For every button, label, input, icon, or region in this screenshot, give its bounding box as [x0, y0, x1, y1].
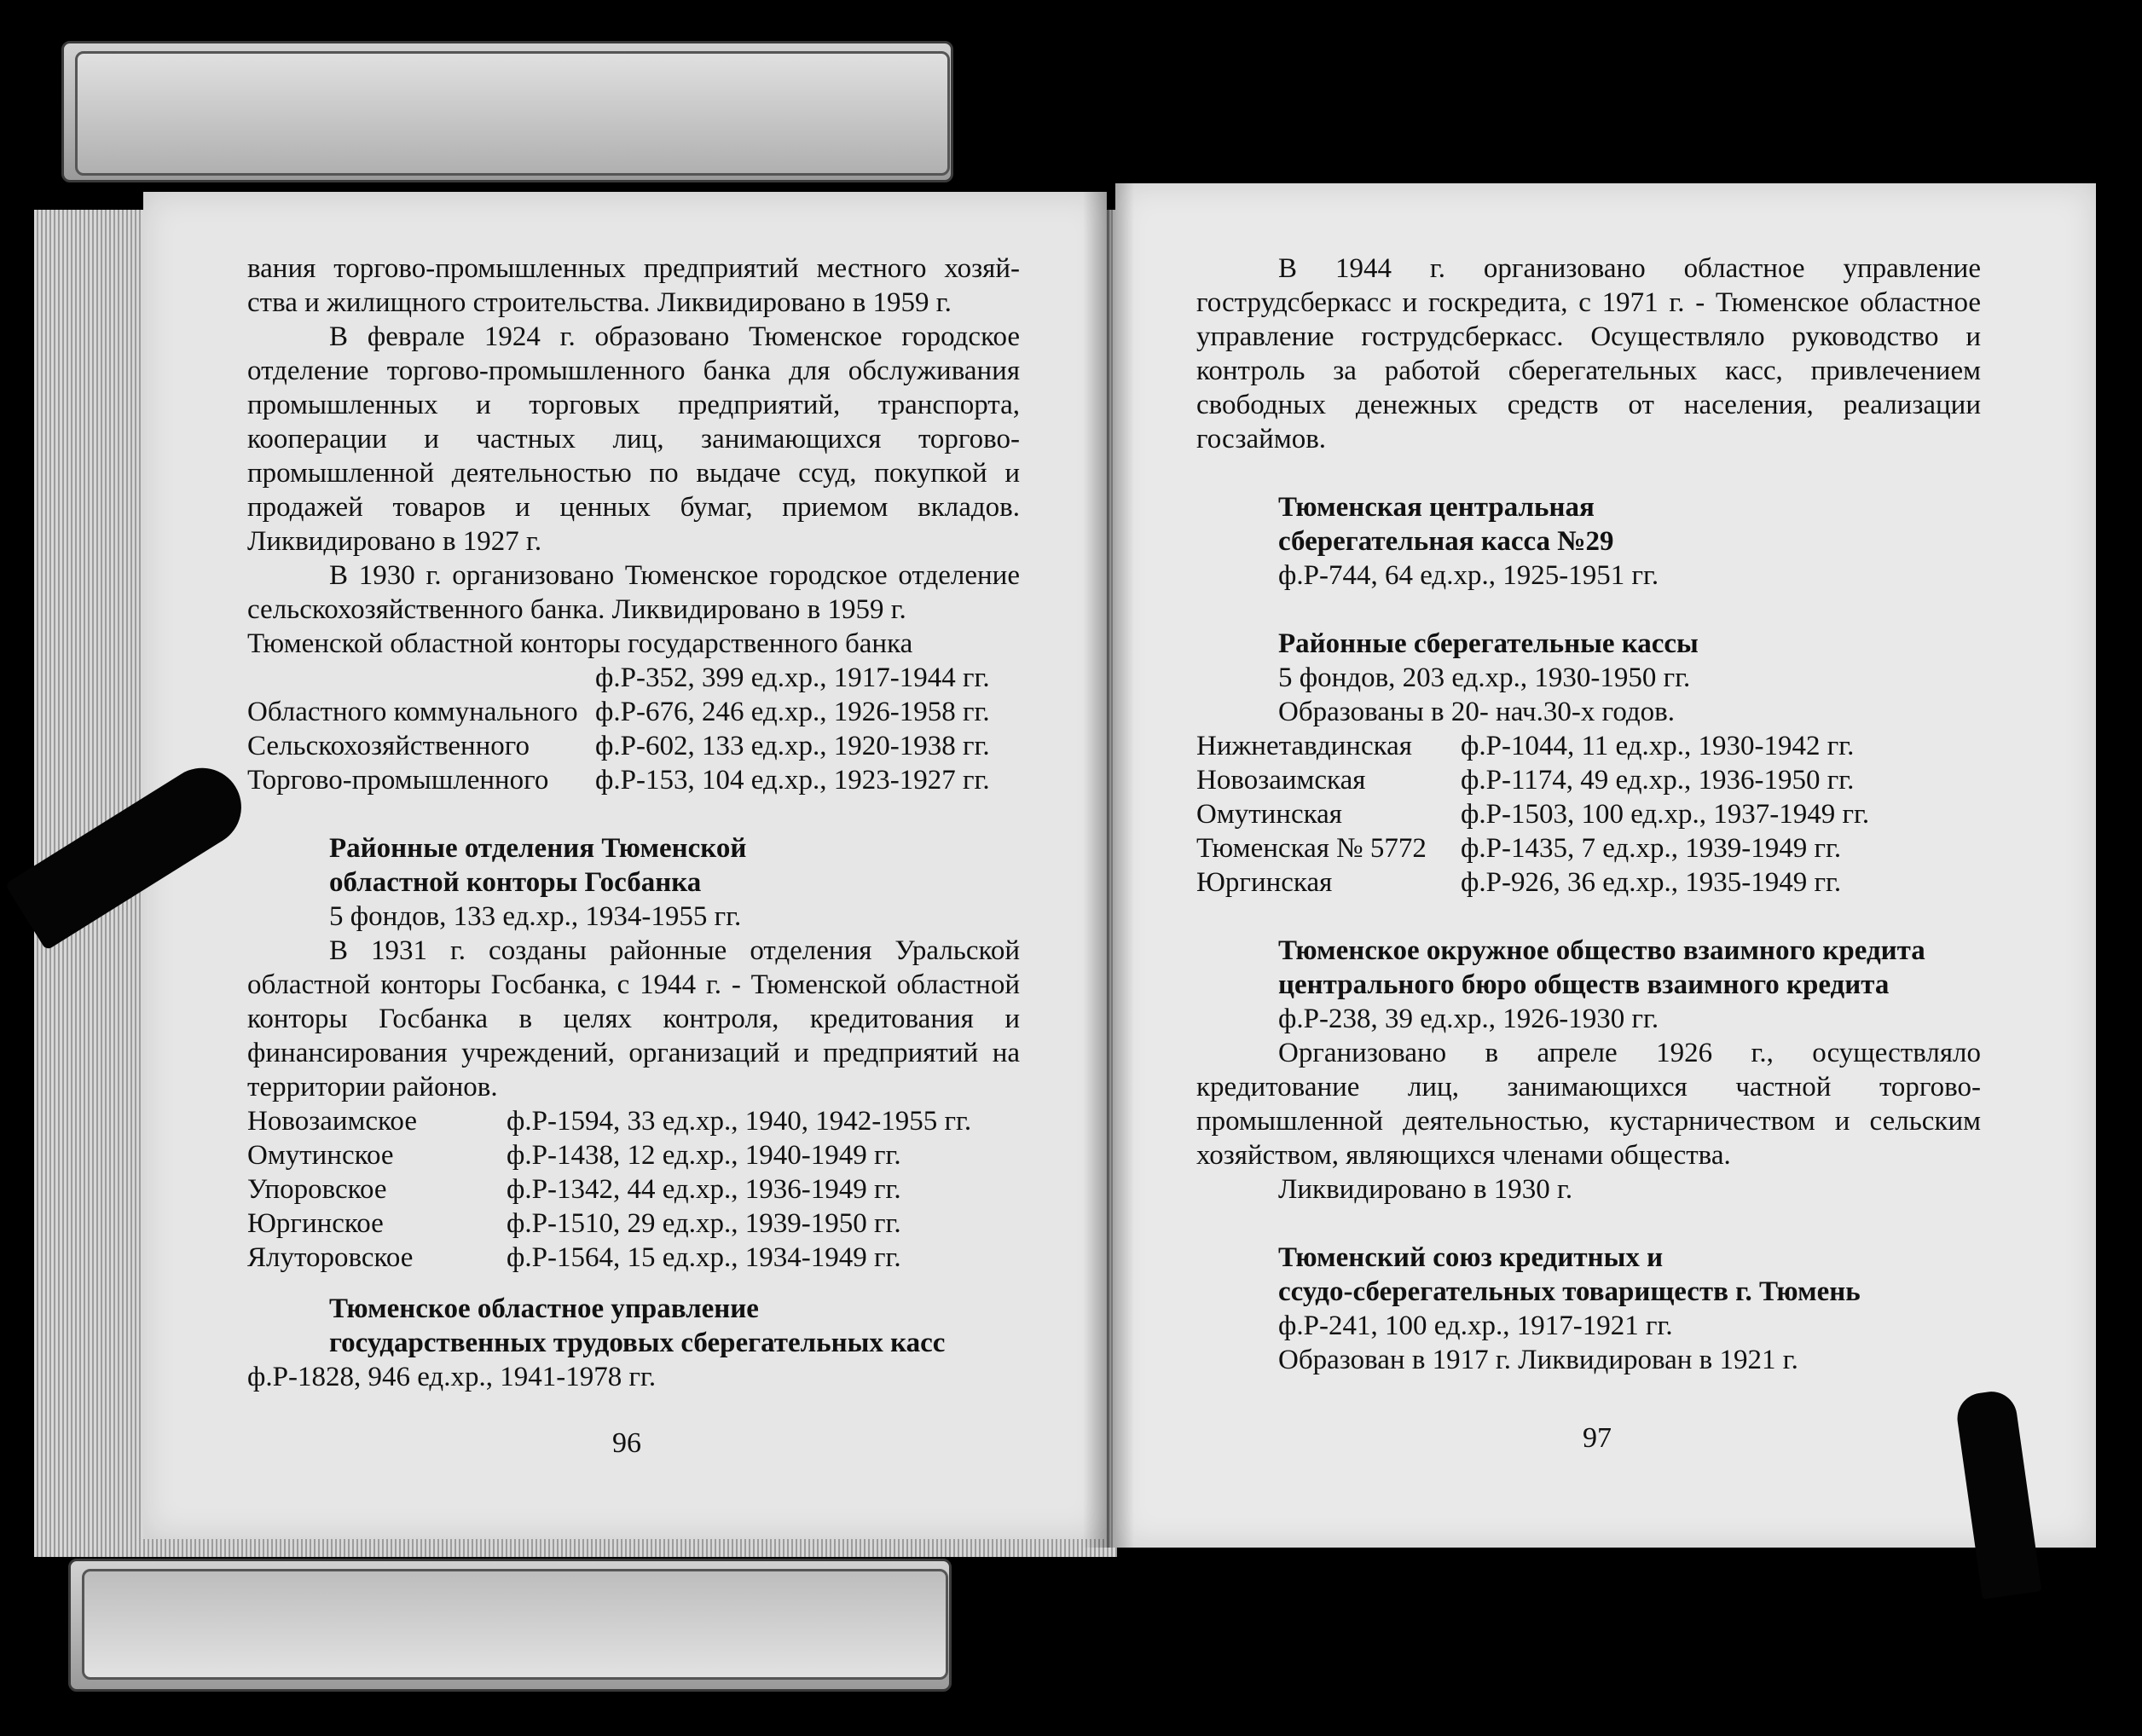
bank-offices-table — [247, 661, 1020, 797]
bank-name: Областного коммунального — [247, 697, 578, 727]
kassa-fund: ф.Р-926, 36 ед.хр., 1935-1949 гг. — [1461, 867, 1842, 898]
table-row — [247, 1241, 1020, 1275]
section-meta: ф.Р-1828, 946 ед.хр., 1941-1978 гг. — [247, 1362, 657, 1392]
right-para1: В 1944 г. организовано областное управление гострудсберкасс и госкредита, с 1971 г. - Тюменское областное управление гострудсберкасс. Осуществляло руководство и контроль за работой сберегательных касс, привлечением свободных денежных средств от населения, реализации госзаймов. — [1196, 253, 1981, 454]
table-row — [1196, 797, 1981, 831]
branch-name: Омутинское — [247, 1140, 394, 1171]
left-page-text — [247, 252, 1020, 1394]
left-para1-line1: вания торгово-промышленных предприятий местного хозяй- — [247, 253, 1020, 284]
table-row — [247, 1104, 1020, 1138]
table-row — [247, 1172, 1020, 1207]
branch-fund: ф.Р-1342, 44 ед.хр., 1936-1949 гг. — [507, 1174, 901, 1205]
section-title: Районные отделения Тюменской — [329, 833, 747, 864]
table-row — [247, 695, 1020, 729]
table-row — [1196, 763, 1981, 797]
section-gosbank-branches — [247, 831, 1020, 934]
section-title: государственных трудовых сберегательных касс — [329, 1328, 946, 1358]
table-row — [247, 763, 1020, 797]
section-title: ссудо-сберегательных товариществ г. Тюмень — [1278, 1276, 1861, 1307]
section-note: Образованы в 20- нач.30-х годов. — [1278, 697, 1676, 727]
section-meta: ф.Р-241, 100 ед.хр., 1917-1921 гг. — [1278, 1311, 1673, 1341]
office-line: Тюменской областной конторы государственного банка — [247, 628, 913, 659]
branch-fund: ф.Р-1594, 33 ед.хр., 1940, 1942-1955 гг. — [507, 1106, 972, 1137]
table-row — [247, 661, 1020, 695]
branch-name: Ялуторовское — [247, 1242, 414, 1273]
table-row — [1196, 729, 1981, 763]
table-row — [247, 1207, 1020, 1241]
branch-fund: ф.Р-1510, 29 ед.хр., 1939-1950 гг. — [507, 1208, 901, 1239]
kassa-name: Юргинская — [1196, 867, 1333, 898]
section-meta: 5 фондов, 203 ед.хр., 1930-1950 гг. — [1278, 663, 1691, 693]
branch-name: Юргинское — [247, 1208, 384, 1239]
table-row — [247, 1138, 1020, 1172]
section-mutual-credit-society — [1196, 934, 1981, 1036]
right-page-text — [1196, 252, 1981, 1377]
section-note: Ликвидировано в 1930 г. — [1278, 1174, 1573, 1205]
table-row — [247, 729, 1020, 763]
section-paragraph: В 1931 г. созданы районные отделения Уральской областной конторы Госбанка, с 1944 г. - Тюменской областной конторы Госбанка в целях контроля, кредитования и финансирования учреждений, организаций и предприятий на территории районов. — [247, 935, 1020, 1102]
book-gutter — [1083, 183, 1134, 1548]
kassa-fund: ф.Р-1503, 100 ед.хр., 1937-1949 гг. — [1461, 799, 1870, 830]
kassa-name: Новозаимская — [1196, 765, 1366, 796]
section-central-savings-bank — [1196, 490, 1981, 729]
kassa-name: Тюменская № 5772 — [1196, 833, 1427, 864]
branch-fund: ф.Р-1564, 15 ед.хр., 1934-1949 гг. — [507, 1242, 901, 1273]
book-cover-top-inner — [75, 51, 950, 176]
kassa-name: Нижнетавдинская — [1196, 731, 1412, 761]
kassa-name: Омутинская — [1196, 799, 1342, 830]
section-meta: 5 фондов, 133 ед.хр., 1934-1955 гг. — [329, 901, 742, 932]
section-savings-administration — [247, 1292, 1020, 1360]
section-title: центрального бюро обществ взаимного кредита — [1278, 969, 1890, 1000]
section-title: Тюменская центральная — [1278, 492, 1595, 523]
kassa-fund: ф.Р-1435, 7 ед.хр., 1939-1949 гг. — [1461, 833, 1842, 864]
kassa-fund: ф.Р-1044, 11 ед.хр., 1930-1942 гг. — [1461, 731, 1855, 761]
office-fund: ф.Р-352, 399 ед.хр., 1917-1944 гг. — [595, 663, 990, 693]
section-credit-union — [1196, 1241, 1981, 1377]
book-cover-bottom-inner — [82, 1569, 948, 1680]
left-para2: В феврале 1924 г. образовано Тюменское городское отделение торгово-промышленного банка для обслуживания промышленных и торговых предприятий, транспорта, кооперации и частных лиц, занимающихся торгово-промышленной деятельностью по выдаче ссуд, покупкой и продажей товаров и ценных бумаг, приемом вкладов. Ликвидировано в 1927 г. — [247, 321, 1020, 557]
section-title: сберегательная касса №29 — [1278, 526, 1614, 557]
left-para3: В 1930 г. организовано Тюменское городское отделение сельскохозяйственного банка. Ликвидировано в 1959 г. — [247, 560, 1020, 625]
branches-table — [247, 1104, 1020, 1275]
section-meta: ф.Р-238, 39 ед.хр., 1926-1930 гг. — [1278, 1004, 1659, 1034]
branch-fund: ф.Р-1438, 12 ед.хр., 1940-1949 гг. — [507, 1140, 901, 1171]
section-title: областной конторы Госбанка — [329, 867, 702, 898]
savings-banks-table — [1196, 729, 1981, 900]
section-note: Образован в 1917 г. Ликвидирован в 1921 г. — [1278, 1345, 1798, 1375]
bank-name: Сельскохозяйственного — [247, 731, 530, 761]
table-row — [1196, 865, 1981, 900]
bank-fund: ф.Р-153, 104 ед.хр., 1923-1927 гг. — [595, 765, 990, 796]
bank-fund: ф.Р-676, 246 ед.хр., 1926-1958 гг. — [595, 697, 990, 727]
section-paragraph: Организовано в апреле 1926 г., осуществляло кредитование лиц, занимающихся частной торгово-промышленной деятельностью, кустарничеством и сельским хозяйством, являющихся членами общества. — [1196, 1038, 1981, 1171]
section-title: Районные сберегательные кассы — [1278, 628, 1699, 659]
bank-name: Торгово-промышленного — [247, 765, 549, 796]
section-title: Тюменский союз кредитных и — [1278, 1242, 1664, 1273]
section-meta: ф.Р-744, 64 ед.хр., 1925-1951 гг. — [1278, 560, 1659, 591]
left-para1-line2: ства и жилищного строительства. Ликвидировано в 1959 г. — [247, 287, 952, 318]
kassa-fund: ф.Р-1174, 49 ед.хр., 1936-1950 гг. — [1461, 765, 1855, 796]
section-title: Тюменское окружное общество взаимного кредита — [1278, 935, 1925, 966]
page-number-left: 96 — [612, 1427, 641, 1459]
branch-name: Новозаимское — [247, 1106, 417, 1137]
page-number-right: 97 — [1583, 1422, 1612, 1454]
section-title: Тюменское областное управление — [329, 1293, 759, 1324]
bank-fund: ф.Р-602, 133 ед.хр., 1920-1938 гг. — [595, 731, 990, 761]
branch-name: Упоровское — [247, 1174, 387, 1205]
table-row — [1196, 831, 1981, 865]
